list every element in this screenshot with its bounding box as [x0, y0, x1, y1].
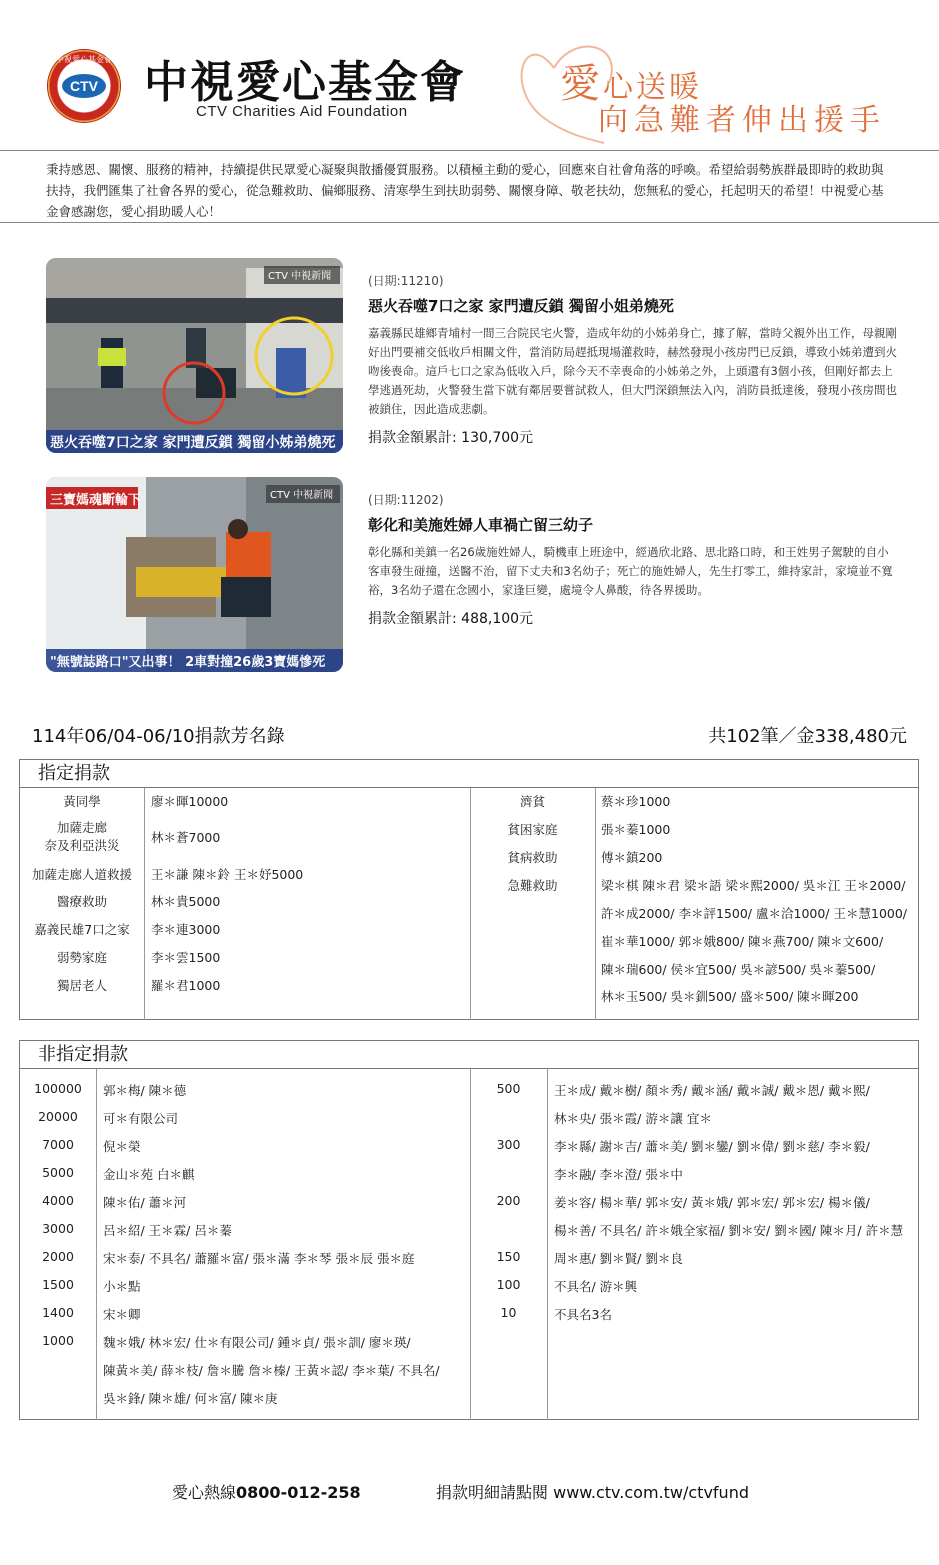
donor-names: 宋＊卿 — [103, 1307, 141, 1322]
case-2-image-caption: "無號誌路口"又出事！ 2車對撞26歲3寶媽慘死 — [50, 655, 326, 670]
designated-donors: 許＊成2000/ 李＊評1500/ 盧＊洽1000/ 王＊慧1000/ — [601, 906, 908, 921]
case-1-title[interactable]: 惡火吞噬7口之家 家門遭反鎖 獨留小姐弟燒死 — [368, 297, 674, 315]
designated-label: 弱勢家庭 — [56, 950, 107, 965]
org-name: 中視愛心基金會 — [144, 57, 466, 108]
svg-text:"無號誌路口"又出事！ 2車對撞26歲3寶媽慘死 — [50, 654, 325, 670]
case-1-image-logo: CTV 中視新聞 — [268, 271, 332, 282]
designated-donors: 蔡＊珍1000 — [601, 794, 671, 809]
donor-list-sum: 共102筆／金338,480元 — [708, 726, 907, 747]
designated-donors: 張＊蓁1000 — [601, 822, 671, 837]
intro-paragraph: 秉持感恩、關懷、服務的精神，持續提供民眾愛心凝聚與散播優質服務。以積極主動的愛心，回應來自社會角落的呼喚。希望給弱勢族群最即時的救助與扶持，我們匯集了社會各界的愛心，從急難救助、偏鄉服務、清寒學生到扶助弱勢、關懷身障、敬老扶幼，您無私的愛心，托起明天的希望！中視愛心基金會感謝您，愛心捐助暖人心！ — [0, 150, 939, 223]
amount-label: 10 — [500, 1305, 517, 1320]
donor-names: 呂＊紹/ 王＊霖/ 呂＊蓁 — [103, 1223, 232, 1238]
designated-donors: 傅＊鎮200 — [601, 850, 663, 865]
amount-label: 150 — [496, 1249, 521, 1264]
case-1-date: (日期:11210) — [368, 274, 444, 288]
donor-names: 可＊有限公司 — [103, 1111, 179, 1126]
case-2-title[interactable]: 彰化和美施姓婦人車禍亡留三幼子 — [368, 516, 594, 534]
designated-label: 黃同學 — [63, 794, 101, 809]
designated-donors: 崔＊華1000/ 郭＊娥800/ 陳＊燕700/ 陳＊文600/ — [601, 934, 884, 949]
donor-names: 李＊融/ 李＊澄/ 張＊中 — [554, 1167, 683, 1182]
designated-label: 急難救助 — [507, 878, 558, 893]
case-1-body: 嘉義縣民雄鄉青埔村一間三合院民宅火警，造成年幼的小姊弟身亡，據了解，當時父親外出工作，母親剛好出門要補交低收戶相關文件，當消防局趕抵現場灌救時，赫然發現小孩房門已反鎖，導致小姊弟遭到火吻後喪命。這戶七口之家為低收入戶，除今天不幸喪命的小姊弟之外，上頭還有3個小孩，但剛好都去上學逃過死劫，火警發生當下就有鄰居要嘗試救人，但大門深鎖無法入內，消防員抵達後，發現小孩房間也被鎖住，因此造成悲劇。 — [368, 326, 897, 416]
foundation-seal-logo — [48, 50, 120, 122]
designated-label-line: 加薩走廊 奈及利亞洪災 — [44, 820, 120, 853]
footer-hotline[interactable] — [172, 1480, 361, 1503]
designated-donors: 李＊連3000 — [151, 922, 221, 937]
amount-label: 500 — [496, 1081, 521, 1096]
undesignated-table — [20, 1069, 918, 1420]
designated-table — [20, 788, 918, 1020]
case-1-image-caption: 惡火吞噬7口之家 家門遭反鎖 獨留小姊弟燒死 — [50, 435, 336, 451]
svg-text:惡火吞噬7口之家 家門遭反鎖 獨留小姊弟燒死 — [50, 434, 336, 451]
amount-label: 5000 — [42, 1165, 74, 1180]
designated-donors: 李＊雲1500 — [151, 950, 221, 965]
amount-label: 4000 — [42, 1193, 74, 1208]
footer-detail — [436, 1480, 749, 1503]
designated-label: 獨居老人 — [56, 978, 107, 993]
amount-label: 2000 — [42, 1249, 74, 1264]
amount-label: 300 — [496, 1137, 521, 1152]
donor-names: 小＊點 — [103, 1279, 141, 1294]
designated-donors: 林＊貴5000 — [151, 894, 221, 909]
undesignated-donations-box — [19, 1040, 919, 1420]
designated-donors: 王＊謙 陳＊鈴 王＊妤5000 — [151, 867, 304, 882]
case-2-news-image — [46, 477, 343, 672]
amount-label: 200 — [496, 1193, 521, 1208]
donor-names: 周＊惠/ 劉＊賢/ 劉＊良 — [554, 1251, 683, 1266]
designated-label: 濟貧 — [519, 794, 545, 809]
designated-title: 指定捐款 — [20, 760, 918, 788]
donor-names: 魏＊娥/ 林＊宏/ 仕＊有限公司/ 鍾＊貞/ 張＊訓/ 廖＊瑛/ — [103, 1335, 411, 1350]
donor-names: 李＊縣/ 謝＊吉/ 蕭＊美/ 劉＊鑾/ 劉＊偉/ 劉＊慈/ 李＊毅/ — [554, 1139, 870, 1154]
amount-label: 1000 — [42, 1333, 74, 1348]
slogan-line-1-rest: 心送暖 — [603, 70, 702, 105]
designated-label: 嘉義民雄7口之家 — [34, 922, 130, 937]
designated-label: 貧困家庭 — [507, 822, 558, 837]
amount-label: 7000 — [42, 1137, 74, 1152]
donor-names: 姜＊容/ 楊＊華/ 郭＊安/ 黃＊娥/ 郭＊宏/ 郭＊宏/ 楊＊儀/ — [554, 1195, 870, 1210]
designated-donations-box — [19, 759, 919, 1020]
ctv-logo: CTV — [62, 74, 106, 98]
designated-donors: 廖＊暉10000 — [151, 794, 229, 809]
donor-names: 郭＊梅/ 陳＊德 — [103, 1083, 187, 1098]
svg-text:CTV 中視新聞 — [268, 269, 331, 282]
designated-donors: 梁＊棋 陳＊君 梁＊語 梁＊熙2000/ 吳＊江 王＊2000/ — [601, 878, 906, 893]
org-name-en: CTV Charities Aid Foundation — [196, 103, 408, 120]
designated-label: 醫療救助 — [56, 894, 107, 909]
donor-names: 不具名3名 — [554, 1307, 612, 1322]
donor-names: 陳黃＊美/ 薛＊枝/ 詹＊騰 詹＊榛/ 王黃＊認/ 李＊葉/ 不具名/ — [103, 1363, 440, 1378]
case-2-body: 彰化縣和美鎮一名26歲施姓婦人，騎機車上班途中，經過欣北路、思北路口時，和王姓男子駕駛的自小客車發生碰撞，送醫不治，留下丈夫和3名幼子；死亡的施姓婦人，先生打零工，維持家計，家境並不寬裕，3名幼子還在念國小，家逢巨變，處境令人鼻酸，待各界援助。 — [368, 545, 893, 597]
svg-text:CTV 中視新聞 — [270, 488, 333, 501]
detail-url-link[interactable]: www.ctv.com.tw/ctvfund — [553, 1483, 749, 1502]
amount-label: 3000 — [42, 1221, 74, 1236]
donor-list-title: 114年06/04-06/10捐款芳名錄 — [32, 726, 285, 747]
amount-label: 1400 — [42, 1305, 74, 1320]
designated-donors: 林＊蒼7000 — [151, 830, 221, 845]
designated-label — [20, 819, 144, 855]
case-2-text — [368, 491, 898, 628]
donor-names: 林＊央/ 張＊霞/ 游＊讓 宜＊ — [554, 1111, 712, 1126]
svg-text:三寶媽魂斷輪下 — [50, 492, 141, 508]
slogan-line-2: 向急難者伸出援手 — [598, 103, 886, 138]
donor-names: 宋＊泰/ 不具名/ 蕭羅＊富/ 張＊滿 李＊琴 張＊辰 張＊庭 — [103, 1251, 415, 1266]
donor-names: 金山＊苑 白＊麒 — [103, 1167, 195, 1182]
amount-label: 100 — [496, 1277, 521, 1292]
donor-names: 王＊成/ 戴＊樹/ 顏＊秀/ 戴＊涵/ 戴＊誠/ 戴＊恩/ 戴＊熙/ — [554, 1083, 870, 1098]
amount-label: 1500 — [42, 1277, 74, 1292]
amount-label: 20000 — [38, 1109, 78, 1124]
hotline-label: 愛心熱線 — [172, 1483, 237, 1502]
designated-label: 加薩走廊人道救援 — [31, 867, 132, 882]
donor-names: 倪＊榮 — [103, 1139, 141, 1154]
case-1-text — [368, 272, 898, 447]
donor-names: 不具名/ 游＊興 — [554, 1279, 638, 1294]
case-2-total: 捐款金額累計: 488,100元 — [368, 611, 534, 627]
detail-label: 捐款明細請點閱 — [436, 1483, 549, 1502]
slogan-love-char: 愛 — [560, 61, 603, 107]
donor-names: 吳＊鋒/ 陳＊雄/ 何＊富/ 陳＊庚 — [103, 1391, 278, 1406]
seal-ring-text: 中視愛心基金會 — [56, 55, 112, 64]
case-2-date: (日期:11202) — [368, 493, 444, 507]
amount-label: 100000 — [34, 1081, 82, 1096]
designated-label: 貧病救助 — [507, 850, 558, 865]
designated-donors: 林＊玉500/ 吳＊釧500/ 盛＊500/ 陳＊暉200 — [601, 989, 859, 1004]
case-1-news-image — [46, 258, 343, 453]
donor-names: 楊＊善/ 不具名/ 許＊娥全家福/ 劉＊安/ 劉＊國/ 陳＊月/ 許＊慧 — [554, 1223, 904, 1238]
case-2-image-logo: CTV 中視新聞 — [270, 490, 334, 501]
designated-donors: 羅＊君1000 — [151, 978, 221, 993]
header — [0, 0, 939, 150]
case-1-total: 捐款金額累計: 130,700元 — [368, 430, 534, 446]
case-2-image-tag: 三寶媽魂斷輪下 — [50, 493, 142, 508]
donor-names: 陳＊佑/ 蕭＊河 — [103, 1195, 187, 1210]
hotline-number[interactable]: 0800-012-258 — [236, 1483, 361, 1502]
undesignated-title: 非指定捐款 — [20, 1041, 918, 1069]
designated-donors: 陳＊瑞600/ 侯＊宜500/ 吳＊諺500/ 吳＊蓁500/ — [601, 962, 876, 977]
